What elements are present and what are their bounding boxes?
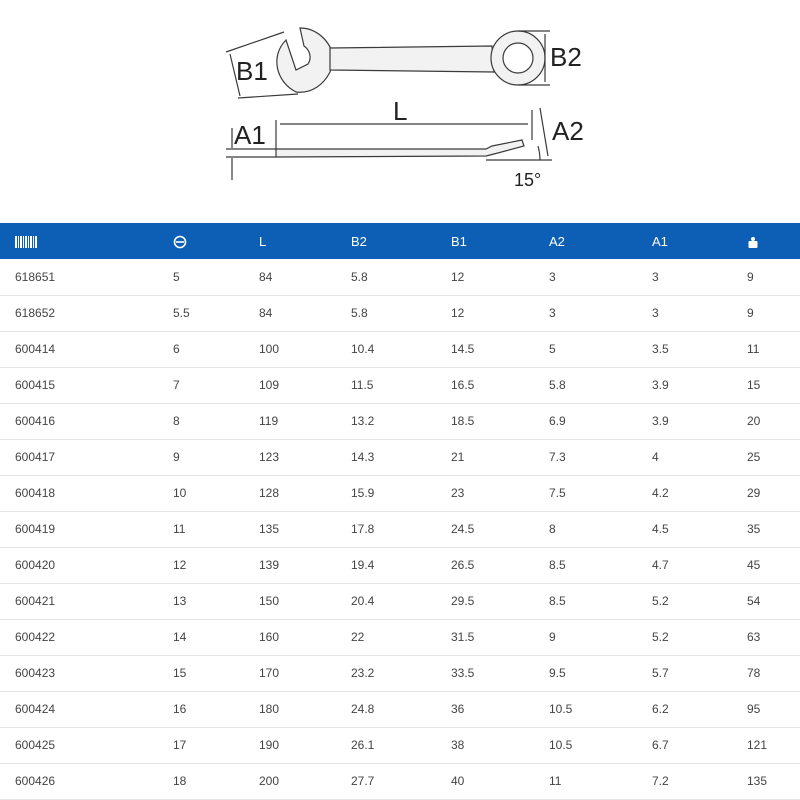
- cell-code: 600425: [15, 738, 56, 752]
- table-row[interactable]: [0, 475, 800, 511]
- cell-b2: 15.9: [351, 486, 375, 500]
- cell-b2: 13.2: [351, 414, 375, 428]
- cell-code: 600426: [15, 774, 56, 788]
- cell-b2: 24.8: [351, 702, 375, 716]
- wrench-open-end: [277, 28, 334, 92]
- cell-size: 16: [173, 702, 187, 716]
- cell-weight: 135: [747, 774, 768, 788]
- cell-a2: 8.5: [549, 594, 566, 608]
- cell-weight: 15: [747, 378, 761, 392]
- cell-b2: 19.4: [351, 558, 375, 572]
- cell-b2: 17.8: [351, 522, 375, 536]
- table-header-row: [0, 223, 800, 259]
- cell-a1: 6.7: [652, 738, 669, 752]
- cell-a1: 6.2: [652, 702, 669, 716]
- cell-b2: 14.3: [351, 450, 375, 464]
- label-b1: B1: [236, 56, 268, 86]
- label-a1: A1: [234, 120, 266, 150]
- label-l: L: [393, 96, 408, 126]
- cell-b2: 20.4: [351, 594, 375, 608]
- col-header-a2[interactable]: A2: [549, 233, 565, 249]
- table-row[interactable]: [0, 619, 800, 655]
- cell-weight: 95: [747, 702, 761, 716]
- cell-size: 5: [173, 269, 180, 284]
- cell-l: 109: [259, 378, 280, 392]
- cell-b1: 14.5: [451, 342, 475, 356]
- cell-size: 8: [173, 414, 180, 428]
- cell-l: 139: [259, 558, 280, 572]
- cell-b1: 16.5: [451, 378, 475, 392]
- cell-b1: 38: [451, 738, 465, 752]
- cell-weight: 54: [747, 594, 761, 608]
- cell-code: 600416: [15, 414, 56, 428]
- cell-weight: 25: [747, 450, 761, 464]
- cell-a1: 5.2: [652, 630, 669, 644]
- cell-a1: 3.9: [652, 414, 669, 428]
- cell-a2: 11: [549, 774, 562, 788]
- cell-size: 7: [173, 378, 180, 392]
- cell-a2: 8: [549, 522, 556, 536]
- cell-b1: 26.5: [451, 558, 475, 572]
- wrench-diagram: [0, 0, 800, 222]
- cell-l: 180: [259, 702, 280, 716]
- cell-weight: 78: [747, 666, 761, 680]
- col-header-weight[interactable]: [732, 223, 800, 259]
- cell-b1: 12: [451, 269, 465, 284]
- cell-weight: 45: [747, 558, 761, 572]
- cell-weight: 9: [747, 306, 754, 320]
- cell-weight: 20: [747, 414, 761, 428]
- cell-weight: 35: [747, 522, 761, 536]
- col-header-a1[interactable]: A1: [652, 233, 668, 249]
- cell-weight: 9: [747, 269, 754, 284]
- table-row[interactable]: [0, 511, 800, 547]
- cell-weight: 121: [747, 738, 768, 752]
- cell-a2: 3: [549, 306, 556, 320]
- cell-a1: 3.5: [652, 342, 669, 356]
- cell-l: 123: [259, 450, 280, 464]
- table-row[interactable]: [0, 727, 800, 763]
- cell-size: 12: [173, 558, 187, 572]
- cell-b2: 11.5: [351, 378, 374, 392]
- cell-size: 13: [173, 594, 187, 608]
- cell-weight: 11: [747, 342, 760, 356]
- cell-a1: 4.5: [652, 522, 669, 536]
- weight-icon: [747, 236, 759, 248]
- wrench-size-icon: [173, 235, 187, 249]
- cell-size: 17: [173, 738, 187, 752]
- cell-b2: 27.7: [351, 774, 375, 788]
- cell-size: 10: [173, 486, 187, 500]
- cell-b1: 40: [451, 774, 465, 788]
- cell-size: 5.5: [173, 306, 190, 320]
- cell-a2: 7.5: [549, 486, 566, 500]
- label-b2: B2: [550, 42, 582, 72]
- table-row[interactable]: [0, 763, 800, 799]
- cell-a2: 5.8: [549, 378, 566, 392]
- cell-code: 600423: [15, 666, 56, 680]
- cell-l: 119: [259, 414, 279, 428]
- cell-b2: 10.4: [351, 342, 375, 356]
- table-row[interactable]: [0, 583, 800, 619]
- cell-b1: 31.5: [451, 630, 475, 644]
- cell-a2: 9.5: [549, 666, 566, 680]
- spec-table-container: [0, 223, 800, 800]
- cell-weight: 29: [747, 486, 761, 500]
- table-row[interactable]: [0, 547, 800, 583]
- col-header-size[interactable]: [158, 223, 244, 259]
- table-row[interactable]: [0, 259, 800, 295]
- cell-a1: 4: [652, 450, 659, 464]
- label-angle: 15°: [514, 170, 542, 190]
- cell-a2: 3: [549, 269, 556, 284]
- cell-b2: 22: [351, 630, 365, 644]
- cell-l: 128: [259, 486, 280, 500]
- cell-l: 150: [259, 594, 280, 608]
- cell-a2: 8.5: [549, 558, 566, 572]
- cell-b2: 5.8: [351, 269, 368, 284]
- cell-l: 84: [259, 306, 273, 320]
- barcode-icon: [15, 236, 37, 248]
- cell-b1: 12: [451, 306, 465, 320]
- cell-b1: 23: [451, 486, 465, 500]
- spec-table: [0, 223, 800, 800]
- cell-b2: 26.1: [351, 738, 375, 752]
- cell-b1: 18.5: [451, 414, 475, 428]
- cell-code: 600421: [15, 594, 56, 608]
- cell-a1: 5.2: [652, 594, 669, 608]
- cell-a1: 4.2: [652, 486, 669, 500]
- cell-a1: 3: [652, 269, 659, 284]
- wrench-drawing: [0, 0, 800, 222]
- table-row[interactable]: [0, 403, 800, 439]
- wrench-shaft-side: [276, 140, 524, 157]
- cell-a1: 4.7: [652, 558, 669, 572]
- cell-l: 100: [259, 342, 280, 356]
- table-row[interactable]: [0, 655, 800, 691]
- table-row[interactable]: [0, 367, 800, 403]
- cell-b1: 29.5: [451, 594, 475, 608]
- cell-l: 135: [259, 522, 280, 536]
- cell-l: 190: [259, 738, 280, 752]
- cell-size: 9: [173, 450, 180, 464]
- cell-l: 170: [259, 666, 280, 680]
- cell-size: 18: [173, 774, 187, 788]
- col-header-code[interactable]: [0, 223, 158, 259]
- cell-code: 618652: [15, 306, 56, 320]
- cell-b1: 36: [451, 702, 465, 716]
- cell-code: 600422: [15, 630, 56, 644]
- cell-size: 6: [173, 342, 180, 356]
- cell-l: 160: [259, 630, 280, 644]
- cell-l: 200: [259, 774, 280, 788]
- cell-a2: 7.3: [549, 450, 566, 464]
- cell-code: 600424: [15, 702, 56, 716]
- cell-a1: 3.9: [652, 378, 669, 392]
- cell-b1: 21: [451, 450, 465, 464]
- table-row[interactable]: [0, 331, 800, 367]
- cell-a1: 5.7: [652, 666, 669, 680]
- cell-code: 600418: [15, 486, 56, 500]
- cell-a2: 10.5: [549, 738, 573, 752]
- col-header-l[interactable]: L: [259, 233, 267, 249]
- table-row[interactable]: [0, 691, 800, 727]
- cell-code: 600414: [15, 342, 56, 356]
- cell-a2: 5: [549, 342, 556, 356]
- table-row[interactable]: [0, 295, 800, 331]
- cell-code: 600419: [15, 522, 56, 536]
- cell-b2: 5.8: [351, 306, 368, 320]
- cell-a2: 10.5: [549, 702, 573, 716]
- cell-a1: 3: [652, 306, 659, 320]
- cell-a2: 6.9: [549, 414, 566, 428]
- cell-weight: 63: [747, 630, 761, 644]
- col-header-b1[interactable]: B1: [451, 233, 467, 249]
- cell-b1: 33.5: [451, 666, 475, 680]
- cell-size: 11: [173, 522, 186, 536]
- cell-code: 618651: [15, 269, 56, 284]
- cell-b1: 24.5: [451, 522, 475, 536]
- label-a2: A2: [552, 116, 584, 146]
- table-row[interactable]: [0, 439, 800, 475]
- cell-code: 600415: [15, 378, 56, 392]
- cell-size: 14: [173, 630, 187, 644]
- cell-a1: 7.2: [652, 774, 669, 788]
- wrench-shaft-top: [330, 46, 494, 72]
- cell-l: 84: [259, 269, 273, 284]
- cell-a2: 9: [549, 630, 556, 644]
- cell-size: 15: [173, 666, 187, 680]
- cell-code: 600420: [15, 558, 56, 572]
- cell-b2: 23.2: [351, 666, 375, 680]
- col-header-b2[interactable]: B2: [351, 233, 367, 249]
- cell-code: 600417: [15, 450, 56, 464]
